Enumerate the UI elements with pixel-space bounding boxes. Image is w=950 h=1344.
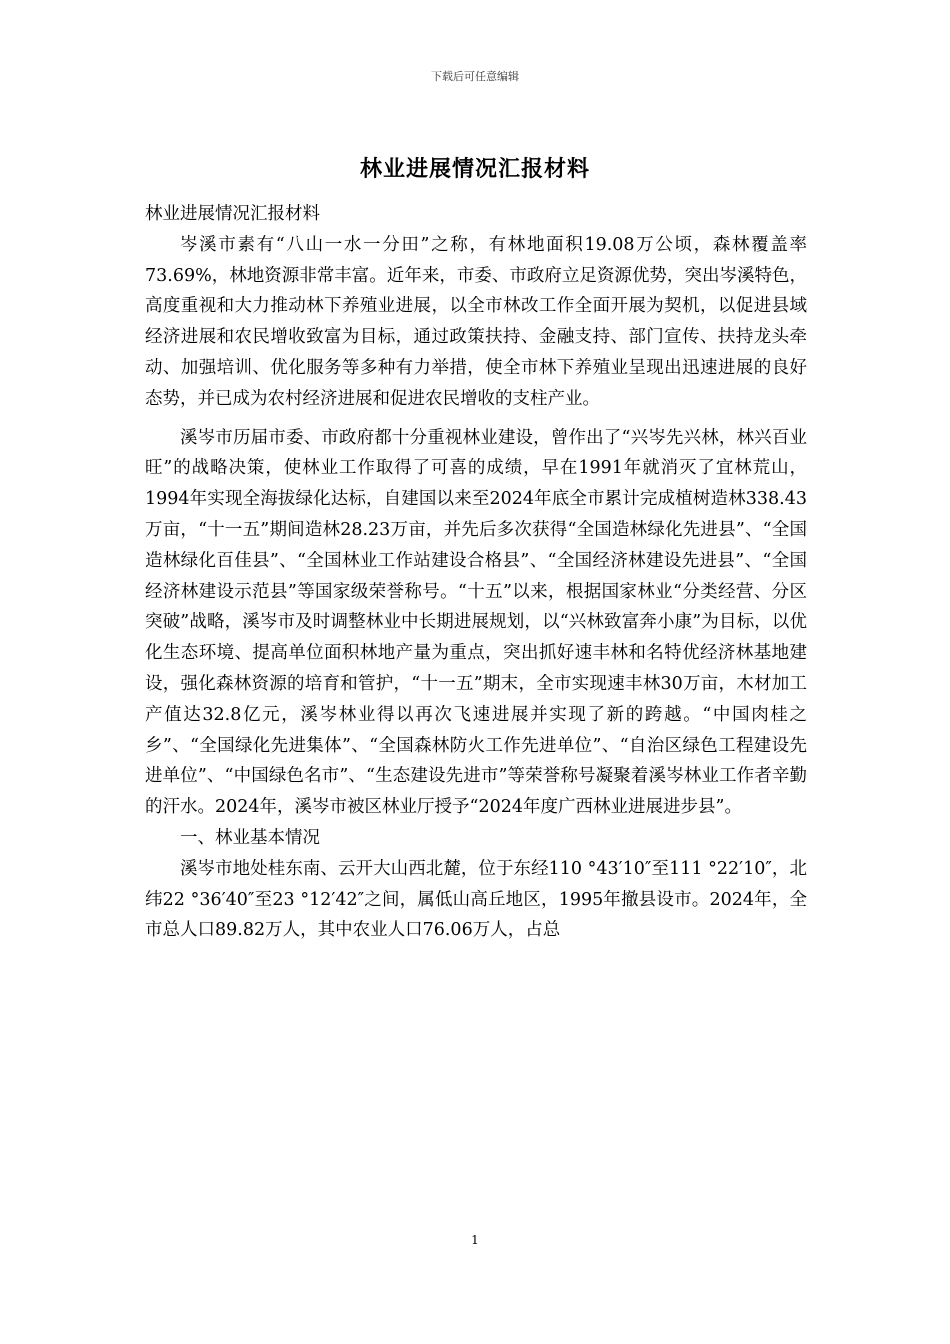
header-note: 下载后可任意编辑 — [431, 70, 519, 83]
body-paragraph-1: 岑溪市素有“八山一水一分田”之称，有林地面积19.08万公顷，森林覆盖率73.69%，林地资源非常丰富。近年来，市委、市政府立足资源优势，突出岑溪特色，高度重视和大力推动林下养殖业进展，以全市林改工作全面开展为契机，以促进县域经济进展和农民增收致富为目标，通过政策扶持、金融支持、部门宣传、扶持龙头牵动、加强培训、优化服务等多种有力举措，使全市林下养殖业呈现出迅速进展的良好态势，并已成为农村经济进展和促进农民增收的支柱产业。 — [145, 234, 807, 409]
body-paragraph-3: 溪岑市地处桂东南、云开大山西北麓，位于东经110 °43′10″至111 °22′10″，北纬22 °36′40″至23 °12′42″之间，属低山高丘地区，1995年撤县设市。2024年，全市总人口89.82万人，其中农业人口76.06万人，占总 — [145, 858, 807, 941]
body-paragraph-2: 溪岑市历届市委、市政府都十分重视林业建设，曾作出了“兴岑先兴林，林兴百业旺”的战略决策，使林业工作取得了可喜的成绩，早在1991年就消灭了宜林荒山，1994年实现全海拔绿化达标，自建国以来至2024年底全市累计完成植树造林338.43万亩，“十一五”期间造林28.23万亩，并先后多次获得“全国造林绿化先进县”、“全国造林绿化百佳县”、“全国林业工作站建设合格县”、“全国经济林建设先进县”、“全国经济林建设示范县”等国家级荣誉称号。“十五”以来，根据国家林业“分类经营、分区突破”战略，溪岑市及时调整林业中长期进展规划，以“兴林致富奔小康”为目标，以优化生态环境、提高单位面积林地产量为重点，突出抓好速丰林和名特优经济林基地建设，强化森林资源的培育和管护，“十一五”期末，全市实现速丰林30万亩，木材加工产值达32.8亿元，溪岑林业得以再次飞速进展并实现了新的跨越。“中国肉桂之乡”、“全国绿化先进集体”、“全国森林防火工作先进单位”、“自治区绿色工程建设先进单位”、“中国绿色名市”、“生态建设先进市”等荣誉称号凝聚着溪岑林业工作者辛勤的汗水。2024年，溪岑市被区林业厅授予“2024年度广西林业进展进步县”。 — [145, 427, 807, 818]
page-number: 1 — [471, 1233, 479, 1247]
document-body — [145, 199, 807, 946]
document-title: 林业进展情况汇报材料 — [359, 156, 590, 182]
subtitle-paragraph: 林业进展情况汇报材料 — [145, 204, 320, 224]
section-heading: 一、林业基本情况 — [180, 827, 320, 848]
